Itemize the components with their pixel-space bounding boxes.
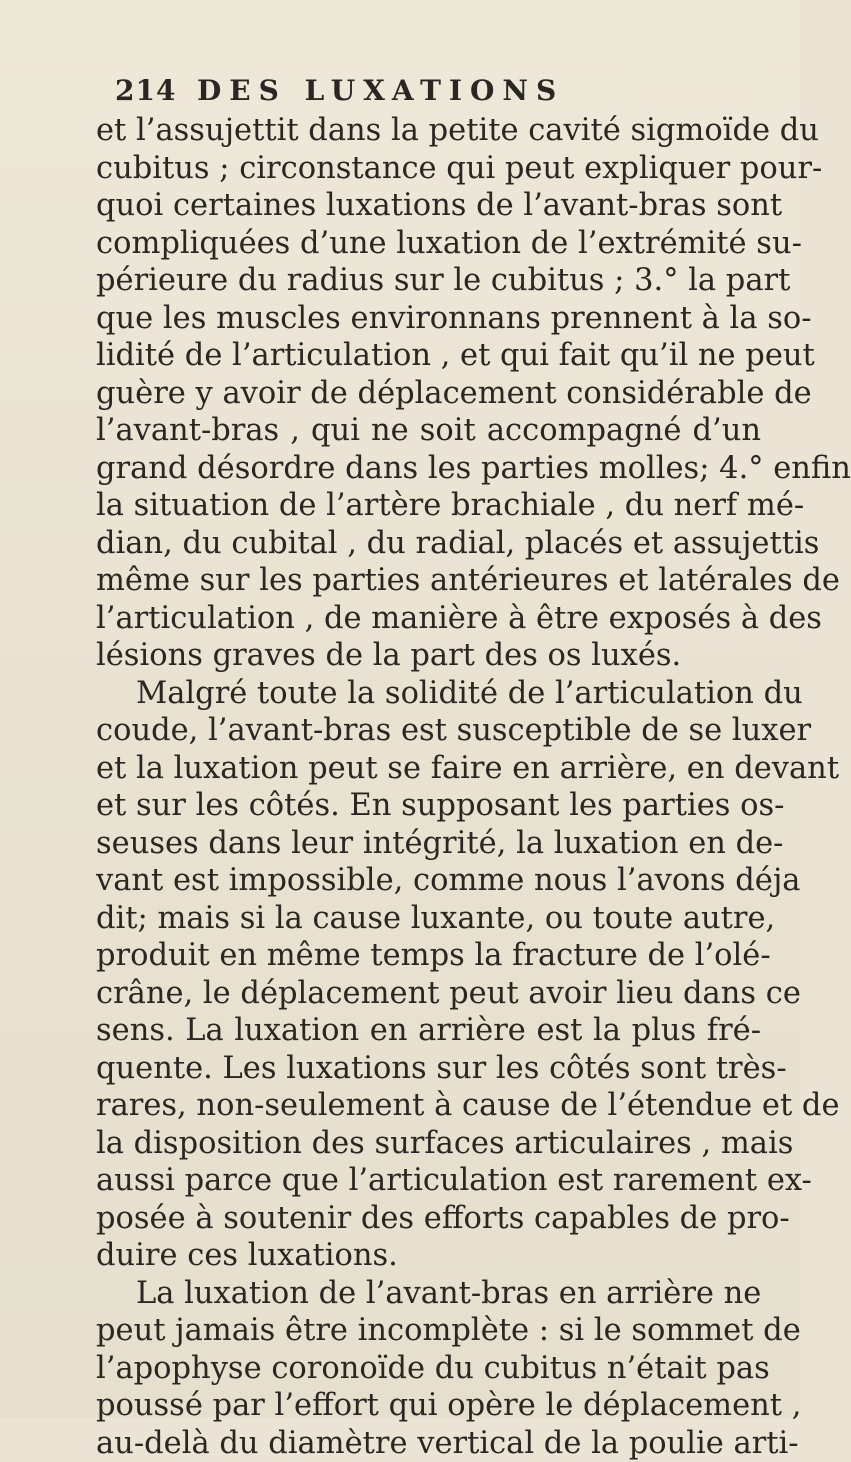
text-line: crâne, le déplacement peut avoir lieu dans ce — [96, 975, 761, 1013]
text-line: et sur les côtés. En supposant les parties os- — [96, 787, 761, 825]
text-line: peut jamais être incomplète : si le sommet de — [96, 1312, 761, 1350]
text-line: la disposition des surfaces articulaires , mais — [96, 1125, 761, 1163]
paragraph-end-line: duire ces luxations. — [96, 1237, 761, 1275]
text-line: sens. La luxation en arrière est la plus fré- — [96, 1012, 761, 1050]
text-line: compliquées d’une luxation de l’extrémité su- — [96, 225, 761, 263]
text-line: posée à soutenir des efforts capables de pro- — [96, 1200, 761, 1238]
text-line: dian, du cubital , du radial, placés et assujettis — [96, 525, 761, 563]
text-line: l’articulation , de manière à être exposés à des — [96, 600, 761, 638]
text-line: guère y avoir de déplacement considérable de — [96, 375, 761, 413]
text-line: vant est impossible, comme nous l’avons déja — [96, 862, 761, 900]
text-line: lidité de l’articulation , et qui fait qu’il ne peut — [96, 337, 761, 375]
text-line: quoi certaines luxations de l’avant-bras sont — [96, 187, 761, 225]
text-line: seuses dans leur intégrité, la luxation en de- — [96, 825, 761, 863]
text-line: cubitus ; circonstance qui peut expliquer pour- — [96, 150, 761, 188]
text-line: produit en même temps la fracture de l’olé- — [96, 937, 761, 975]
text-line: et l’assujettit dans la petite cavité sigmoïde du — [96, 112, 761, 150]
text-line: l’apophyse coronoïde du cubitus n’était pas — [96, 1350, 761, 1388]
body-text — [96, 112, 761, 1462]
text-line: rares, non-seulement à cause de l’étendue et de — [96, 1087, 761, 1125]
text-line: coude, l’avant-bras est susceptible de se luxer — [96, 712, 761, 750]
paragraph-end-line: lésions graves de la part des os luxés. — [96, 637, 761, 675]
text-line: l’avant-bras , qui ne soit accompagné d’un — [96, 412, 761, 450]
text-line: dit; mais si la cause luxante, ou toute autre, — [96, 900, 761, 938]
paragraph-start-line: La luxation de l’avant-bras en arrière ne — [96, 1275, 761, 1313]
text-line: la situation de l’artère brachiale , du nerf mé- — [96, 487, 761, 525]
text-line: au-delà du diamètre vertical de la poulie arti- — [96, 1425, 761, 1462]
text-line: que les muscles environnans prennent à la so- — [96, 300, 761, 338]
text-line: périeure du radius sur le cubitus ; 3.° la part — [96, 262, 761, 300]
text-line: même sur les parties antérieures et latérales de — [96, 562, 761, 600]
page-header — [115, 74, 675, 114]
text-line: aussi parce que l’articulation est rarement ex- — [96, 1162, 761, 1200]
paragraph-start-line: Malgré toute la solidité de l’articulation du — [96, 675, 761, 713]
page-number: 214 — [115, 74, 176, 107]
text-line: et la luxation peut se faire en arrière, en devant — [96, 750, 761, 788]
running-head: DES LUXATIONS — [197, 74, 564, 107]
text-line: quente. Les luxations sur les côtés sont très- — [96, 1050, 761, 1088]
text-line: poussé par l’effort qui opère le déplacement , — [96, 1387, 761, 1425]
text-line: grand désordre dans les parties molles; 4.° enfin — [96, 450, 761, 488]
